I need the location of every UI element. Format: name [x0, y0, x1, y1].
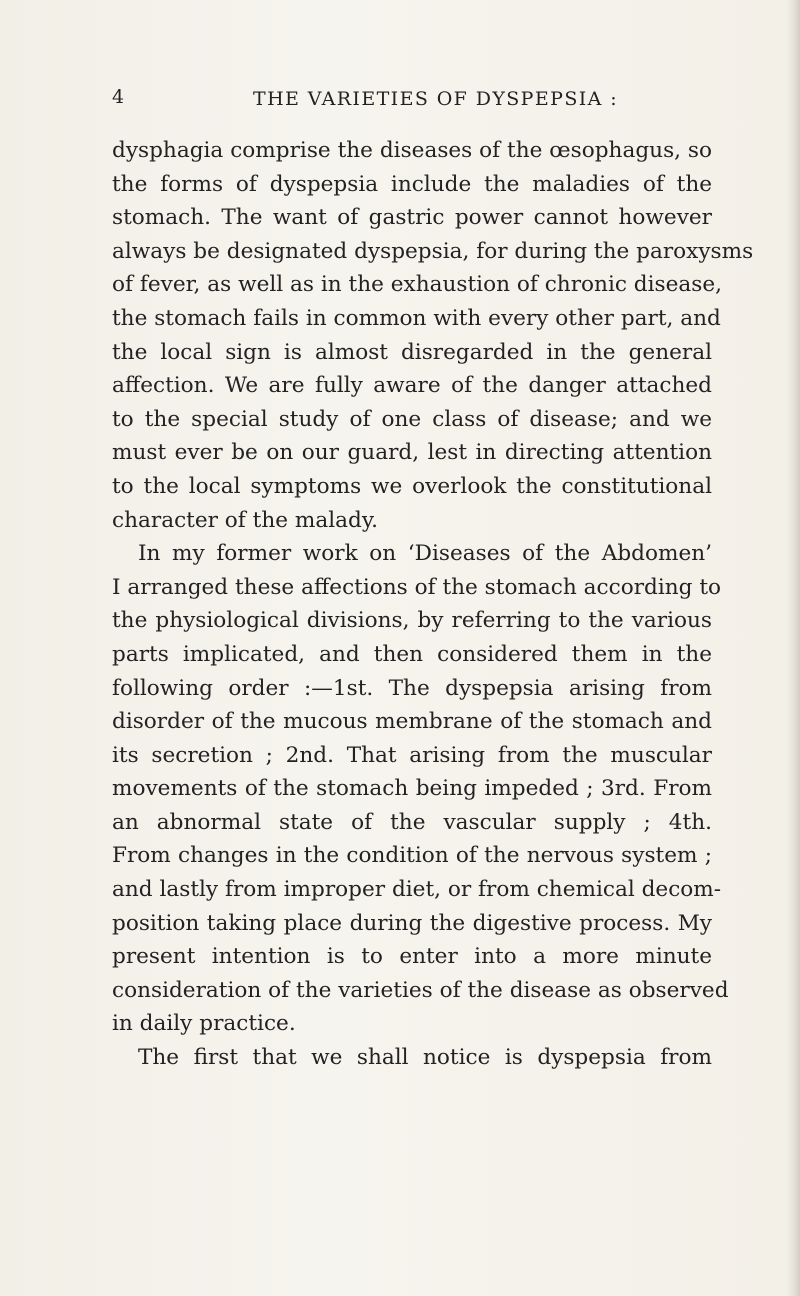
text-line: to the local symptoms we overlook the constitutional	[112, 473, 712, 499]
text-line: in daily practice.	[112, 1011, 296, 1037]
running-head: THE VARIETIES OF DYSPEPSIA :	[253, 88, 619, 110]
text-line: affection. We are fully aware of the danger attached	[112, 373, 712, 399]
text-line: dysphagia comprise the diseases of the œsophagus, so	[112, 138, 712, 163]
page-number: 4	[112, 86, 125, 108]
text-line: I arranged these affections of the stomach according to	[112, 574, 722, 600]
text-line: In my former work on ‘Diseases of the Abdomen’	[138, 541, 712, 567]
text-line: character of the malady.	[112, 507, 379, 533]
text-line: the local sign is almost disregarded in the general	[112, 339, 712, 365]
text-line: the physiological divisions, by referring to the various	[112, 608, 712, 634]
page-edge-shadow	[786, 0, 800, 1296]
text-line: to the special study of one class of disease; and we	[112, 406, 712, 432]
text-line: the forms of dyspepsia include the maladies of the	[112, 171, 712, 197]
text-line: present intention is to enter into a more minute	[112, 944, 712, 970]
text-line: its secretion ; 2nd. That arising from the muscular	[112, 742, 712, 768]
text-line: parts implicated, and then considered them in the	[112, 641, 712, 667]
text-line: an abnormal state of the vascular supply ; 4th.	[112, 809, 712, 835]
text-line: the stomach fails in common with every other part, and	[112, 305, 721, 331]
text-line: The first that we shall notice is dyspepsia from	[138, 1045, 712, 1071]
text-line: From changes in the condition of the nervous system ;	[112, 843, 712, 869]
text-line: position taking place during the digestive process. My	[112, 910, 712, 936]
text-line: following order :—1st. The dyspepsia arising from	[112, 675, 712, 701]
text-line: stomach. The want of gastric power cannot however	[112, 205, 712, 231]
page-header	[112, 86, 712, 116]
text-line: movements of the stomach being impeded ; 3rd. From	[112, 776, 712, 802]
text-line: and lastly from improper diet, or from chemical decom-	[112, 877, 722, 903]
text-line: consideration of the varieties of the disease as observed	[112, 977, 729, 1003]
text-line: disorder of the mucous membrane of the stomach and	[112, 709, 712, 735]
text-line: of fever, as well as in the exhaustion of chronic disease,	[112, 272, 722, 298]
text-line: must ever be on our guard, lest in directing attention	[112, 440, 712, 466]
body-text	[112, 134, 754, 1075]
text-line: always be designated dyspepsia, for during the paroxysms	[112, 238, 754, 264]
